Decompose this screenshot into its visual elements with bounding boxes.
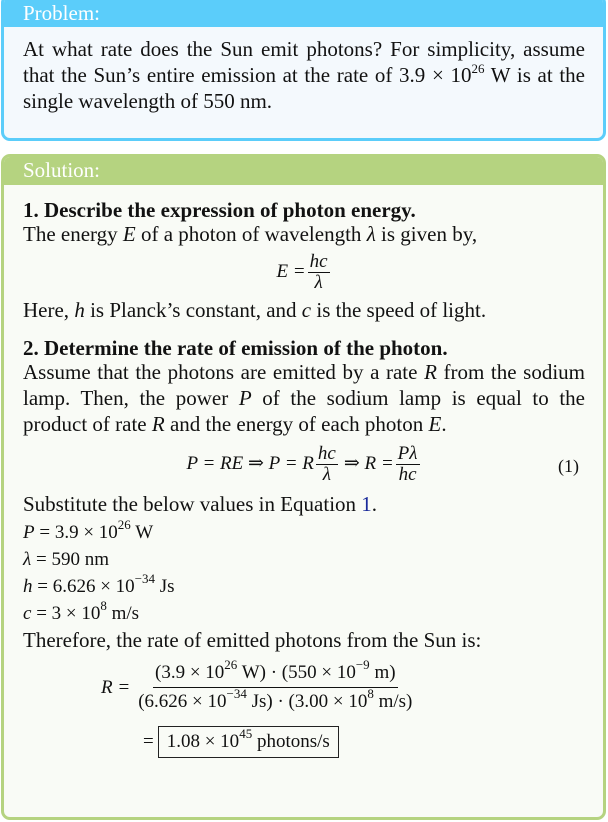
- math-var: h: [74, 298, 85, 322]
- values-list: [23, 519, 585, 627]
- text: Here,: [23, 298, 75, 322]
- step1-heading: 1. Describe the expression of photon energy.: [23, 198, 416, 222]
- text: is Planck’s constant, and: [84, 298, 302, 322]
- energy-equation: [23, 247, 585, 297]
- value: = 3.9 × 10: [34, 522, 118, 543]
- equals: =: [143, 731, 154, 752]
- value-item: [23, 600, 585, 627]
- text: Substitute the below values in Equation: [23, 492, 362, 516]
- text: .: [371, 492, 378, 516]
- text: m/s): [373, 691, 413, 712]
- denominator: λ: [314, 271, 323, 293]
- text: (3.9 × 10: [155, 662, 225, 683]
- exponent: 26: [224, 657, 238, 672]
- numerator: hc: [309, 250, 328, 272]
- exponent: 26: [471, 61, 485, 76]
- solution-header: Solution:: [4, 157, 603, 185]
- value-item: [23, 546, 585, 573]
- text: 1.08 × 10: [166, 731, 240, 752]
- text: .: [441, 412, 447, 436]
- unit: Js: [155, 576, 175, 597]
- math-var: c: [23, 603, 32, 624]
- text: from the sodium lamp. Then, the power: [23, 360, 585, 410]
- exponent: −34: [226, 686, 247, 701]
- step2-heading: 2. Determine the rate of emission of the photon.: [23, 336, 448, 360]
- equation-number: (1): [558, 456, 579, 476]
- rate-equation: [23, 437, 585, 491]
- step1-note: [23, 297, 585, 323]
- problem-text: [4, 27, 603, 114]
- value-item: [23, 573, 585, 600]
- text: (6.626 × 10: [138, 691, 227, 712]
- text: photons/s: [252, 731, 330, 752]
- text: W) · (550 × 10: [237, 662, 356, 683]
- math-var: c: [301, 298, 312, 322]
- math-var: P: [238, 386, 252, 410]
- value: = 3 × 10: [31, 603, 101, 624]
- fraction: [316, 444, 338, 485]
- math-var: E: [122, 222, 136, 246]
- numerator: [153, 659, 398, 688]
- text: Assume that the photons are emitted by a rate: [23, 360, 425, 384]
- unit: m/s: [106, 603, 140, 624]
- math-var: E: [428, 412, 442, 436]
- equation-reference-link[interactable]: 1: [361, 492, 372, 516]
- eq-lhs: R =: [101, 676, 131, 698]
- denominator: hc: [398, 463, 417, 485]
- math-var: λ: [23, 549, 32, 570]
- fraction: [396, 444, 420, 485]
- numerator: hc: [317, 442, 336, 464]
- exponent: 8: [100, 598, 107, 613]
- fraction: [138, 659, 412, 716]
- math-var: h: [23, 576, 33, 597]
- therefore-line: Therefore, the rate of emitted photons from the Sun is:: [23, 628, 482, 652]
- exponent: −34: [134, 571, 156, 586]
- text: is the speed of light.: [311, 298, 487, 322]
- step1-intro: [23, 221, 585, 247]
- numerator: Pλ: [397, 442, 418, 464]
- boxed-result: [158, 726, 339, 758]
- denominator: [138, 688, 412, 716]
- value-item: [23, 519, 585, 546]
- text: is given by,: [375, 222, 478, 246]
- problem-text-part: W is at the single wavelength of 550 nm.: [23, 63, 585, 113]
- solution-box: [1, 154, 606, 820]
- text: Js) · (3.00 × 10: [246, 691, 368, 712]
- text: and the energy of each photon: [164, 412, 429, 436]
- fraction: [308, 252, 330, 293]
- math-var: λ: [366, 222, 376, 246]
- exponent: 26: [117, 517, 131, 532]
- text: The energy: [23, 222, 123, 246]
- text: of a photon of wavelength: [135, 222, 367, 246]
- substitute-line: [23, 491, 585, 517]
- text: of the sodium lamp is equal to the product of rate: [23, 386, 585, 436]
- problem-text-part: At what rate does the Sun emit photons? For simplicity, assume that the Sun’s entire emission at the rate of 3.9 × 10: [23, 37, 585, 87]
- solution-body: [4, 185, 603, 758]
- problem-box: [1, 0, 606, 141]
- denominator: λ: [322, 463, 331, 485]
- problem-header: Problem:: [4, 0, 603, 27]
- exponent: 45: [239, 726, 253, 741]
- exponent: −9: [355, 657, 370, 672]
- final-equation: [101, 659, 585, 716]
- eq-part: ⇒ R =: [343, 453, 394, 474]
- value: = 590 nm: [31, 549, 109, 570]
- eq-part: P = RE ⇒ P = R: [186, 453, 314, 474]
- result-line: [143, 726, 585, 758]
- step2-paragraph: [23, 359, 585, 437]
- value: = 6.626 × 10: [32, 576, 135, 597]
- exponent: 8: [367, 686, 374, 701]
- unit: W: [130, 522, 154, 543]
- math-var: R: [151, 412, 165, 436]
- math-var: R: [424, 360, 437, 384]
- text: m): [369, 662, 396, 683]
- math-var: P: [23, 522, 35, 543]
- eq-lhs: E =: [276, 261, 306, 282]
